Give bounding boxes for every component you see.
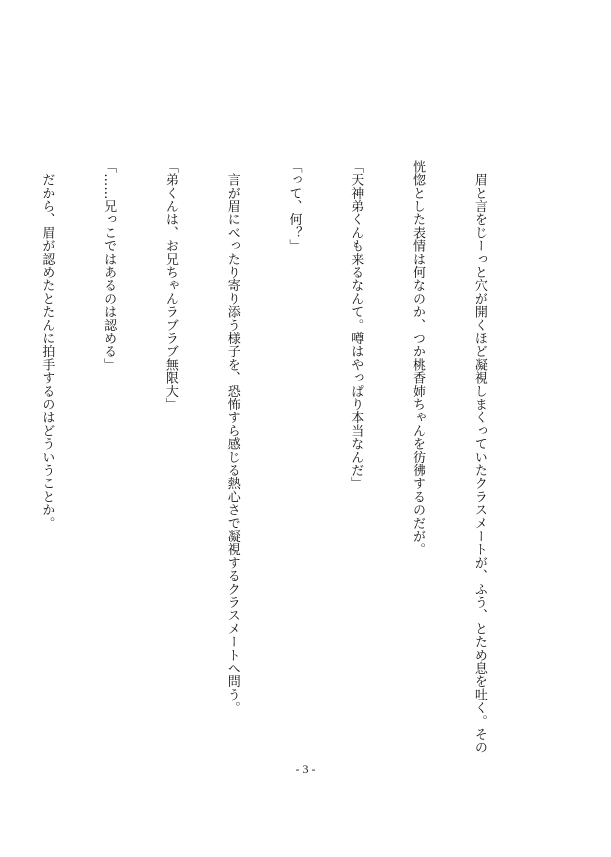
page-number: - 3 -: [295, 762, 316, 776]
text-line: 眉と言をじーっと穴が開くほど凝視しまくっていたクラスメートが、ふう、とため息を吐く。その: [471, 160, 487, 754]
text-line: 「天神弟くんも来るなんて。噂はやっぱり本当なんだ」: [348, 160, 364, 490]
text-line: だから、眉が認めたとたんに拍手するのはどういうことか。: [39, 160, 55, 530]
text-line: 恍惚とした表情は何なのか、つか桃香姉ちゃんを彷彿するのだが。: [410, 160, 426, 556]
vertical-text-body: [39, 160, 530, 754]
text-line: 「弟くんは、お兄ちゃんラブラブ無限大」: [162, 160, 178, 411]
text-line: 「……兄っこではあるのは認める」: [101, 160, 117, 372]
text-line: 言が眉にべったり寄り添う様子を、恐怖すら感じる熱心さで凝視するクラスメートへ問う。: [224, 160, 240, 715]
text-line: 「って、何？」: [286, 160, 302, 253]
